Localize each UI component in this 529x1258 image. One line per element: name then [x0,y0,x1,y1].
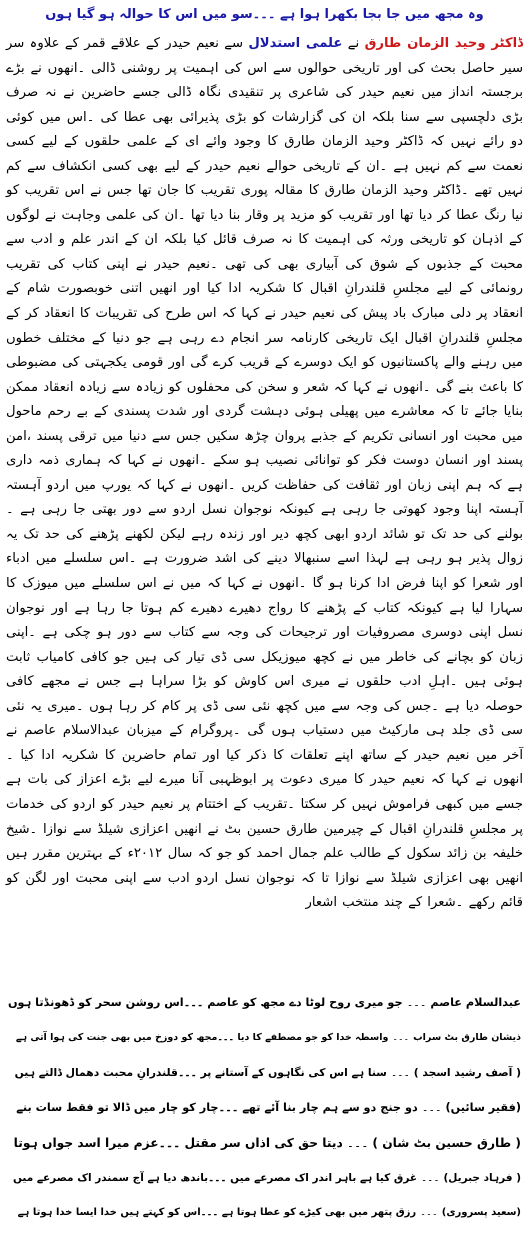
verse-text: جو میری روح لوٹا دے مجھ کو عاصم ۔۔۔اس روشن سحر کو ڈھونڈتا ہوں [7,996,403,1009]
poet-name: ( طارق حسین بٹ شان ) [372,1136,521,1150]
poet-name: ( آصف رشید اسجد ) [413,1066,521,1079]
scholar-name: ڈاکٹر وحید الزمان طارق [364,36,524,51]
couplet-separator: ۔۔۔ [390,1066,410,1079]
couplet [8,1133,521,1153]
couplet [8,1063,521,1083]
article-text: سے نعیم حیدر کے علاقے قمر کے علاوہ سر سیر حاصل بحث کی اور تاریخی حوالوں سے اس کی اہمیت پر روشنی ڈالی ۔انھوں نے بڑے برجستہ انداز میں نعیم حیدر کی شاعری پر تنقیدی نگاہ ڈالی جسے حاضرین نے نہ صرف بڑی دلچسپی سے سنا بلکہ ان کی گزارشات کو بڑی پذیرائی بھی عطا کی ۔اس میں کوئی دو رائے نہیں کہ ڈاکٹر وحید الزمان طارق کا وجود وائے ای کے علمی حلقوں کے لیے کسی نعمت سے کم نہیں ہے ۔ان کے تاریخی حوالے نعیم حیدر کے لیے بھی کسی انکشاف سے کم نہیں تھے ۔ڈاکٹر وحید الزمان طارق کا مقالہ پوری تقریب کا جان تھا جس نے اس تقریب کو نیا رنگ عطا کر دیا تھا اور تقریب کو مزید پر وقار بنا دیا تھا ۔ان کی علمی وجاہت نے لوگوں کے اذہان کو تاریخی ورثہ کی اہمیت کا نہ صرف قائل کیا بلکہ ان کے اندر علم و ادب سے محبت کے جذبوں کے شوق کی آبیاری بھی کی تھی ۔نعیم حیدر نے اپنی کتاب کی تقریب رونمائی کے لیے مجلسِ قلندرانِ اقبال کا شکریہ ادا کیا اور انھیں اتنی خوبصورت شام کے انعقاد پر دلی مبارک باد پیش کی نعیم حیدر نے کہا کہ اس طرح کی تقریبات کا انعقاد کر کے مجلسِ قلندرانِ اقبال ایک تاریخی کارنامہ سر انجام دے رہی ہے جو دنیا کے مختلف خطوں میں رہنے والے پاکستانیوں کو ایک دوسرے کے قریب کرے گی اور قومی یکجہتی کی مضبوطی کا باعث بنے گی ۔انھوں نے کہا کہ شعر و سخن کی محفلوں کو زیادہ سے زیادہ انعقاد ممکن بنایا جائے تا کہ معاشرے میں پھیلی ہوئی دہشت گردی اور شدت پسندی کے بے رحم ماحول میں محبت اور انسانی تکریم کے جذبے پروان چڑھ سکیں جس سے دنیا میں ترقی پسند ،امن پسند اور انسان دوست فکر کو توانائی نصیب ہو سکے ۔انھوں نے کہا کہ ہماری ذمہ داری ہے کہ ہم اپنی زبان اور ثقافت کی حفاظت کریں ۔انھوں نے کہا کہ یورپ میں اردو آہستہ آہستہ اپنا وجود کھوتی جا رہی ہے کیونکہ نوجوان نسل اردو سے دور بھتی جا رہی ہے ۔بولنے کی حد تک تو شائد اردو ابھی کچھ دیر اور زندہ رہے لیکن لکھنے پڑھنے کی حد تک یہ زوال پذیر ہو رہی ہے لہذا اسے سنبھالا دینے کی اشد ضرورت ہے ۔اس سلسلے میں ادباء اور شعرا کو اپنا فرض ادا کرنا ہو گا ۔انھوں نے کہا کہ میں نے اس سلسلے میں میوزک کا سہارا لیا ہے کیونکہ کتاب کے پڑھنے کا رواج دھیرے دھیرے کم ہوتا جا رہا ہے اور نوجوان نسل اپنی دوسری مصروفیات اور ترجیحات کی وجہ سے کتاب سے دور ہو چکی ہے ۔اپنی زبان کو بچانے کی خاطر میں نے کچھ میوزیکل سی ڈی تیار کی ہیں جو کافی کامیاب ثابت ہوئی ہیں ۔اہلِ ادب حلقوں نے میری اس کاوش کو بڑا سراہا ہے جس نے مجھے کافی حوصلہ دیا ہے ۔جس کی وجہ سے میں کچھ نئی سی ڈی پر کام کر رہا ہوں ۔میری یہ نئی سی ڈی جلد ہی مارکیٹ میں دستیاب ہوں گی ۔پروگرام کے میزبان عبدالاسلام عاصم نے آخر میں نعیم حیدر کے ساتھ اپنے تعلقات کا ذکر کیا اور تمام حاضرین کا شکریہ ادا کیا ۔انھوں نے کہا کہ نعیم حیدر کا میری دعوت پر ابوظہبی آنا میرے لیے بڑے اعزاز کی بات ہے جسے میں کبھی فراموش نہیں کر سکتا ۔تقریب کے اختتام پر نعیم حیدر کو اردو کی خدمات پر مجلسِ قلندرانِ اقبال کے چیرمین طارق حسین بٹ نے انھیں اعزازی شیلڈ سے نوازا ۔شیخ خلیفہ بن زائد سکول کے طالب علم جمال احمد کو جو کہ سال ۲۰۱۲ء کے بہترین مقرر ہیں انھیں بھی اعزازی شیلڈ سے نوازا تا کہ نوجوان نسل اردو ادب سے اپنی محبت اور لگن کو قائم رکھے ۔شعرا کے چند منتخب اشعار [6,36,523,911]
couplet [8,1203,521,1223]
couplet-separator: ۔۔۔ [392,1032,410,1043]
verse-text: سنا ہے اس کی نگاہوں کے آستانے پر ۔۔۔قلندرانِ محبت دھمال ڈالتے ہیں [14,1066,387,1079]
verse-text: دیتا حق کی اذاں سر مقتل ۔۔۔عزم میرا اسد جواں ہوتا [13,1136,343,1150]
couplet [8,1028,521,1048]
couplet-separator: ۔۔۔ [421,1172,440,1184]
verse-text: رزق پتھر میں بھی کیڑے کو عطا ہوتا ہے ۔۔۔اس کو کہتے ہیں خدا ایسا خدا ہوتا ہے [17,1207,417,1218]
article-connector: نے [342,36,365,51]
verse-text: غرق کیا ہے باہر اندر اک مصرعے میں ۔۔۔باندھ دیا ہے آج سمندر اک مصرعے میں [12,1172,418,1184]
verse-text: واسطہ خدا کو جو مصطفے کا دیا ۔۔۔مجھ کو دوزخ میں بھی جنت کی ہوا آتی ہے [15,1032,389,1043]
couplet-separator: ۔۔۔ [421,1101,442,1114]
couplet [8,1098,521,1118]
highlight-phrase: علمی استدلال [248,36,343,51]
poet-name: (فقیر سائیں) [445,1101,521,1114]
couplet-separator: ۔۔۔ [406,996,427,1009]
article-body [6,32,523,916]
couplet-separator: ۔۔۔ [420,1207,438,1218]
poet-name: ( فرہاد جبریل) [443,1172,521,1184]
verse-text: دو جنج دو سے ہم چار بنا آئے تھے ۔۔۔چار کو چار میں ڈالا تو فقط سات بنے [16,1101,418,1114]
poet-name: عبدالسلام عاصم [430,996,521,1009]
couplet [8,993,521,1013]
poet-name: (سعید پسروری) [441,1207,521,1218]
couplet [8,1168,521,1188]
page-title: وہ مجھ میں جا بجا بکھرا ہوا ہے ۔۔۔سو میں اس کا حوالہ ہو گیا ہوں [45,7,484,22]
poet-name: ذیشان طارق بٹ سراب [413,1032,521,1043]
couplet-separator: ۔۔۔ [346,1136,369,1150]
